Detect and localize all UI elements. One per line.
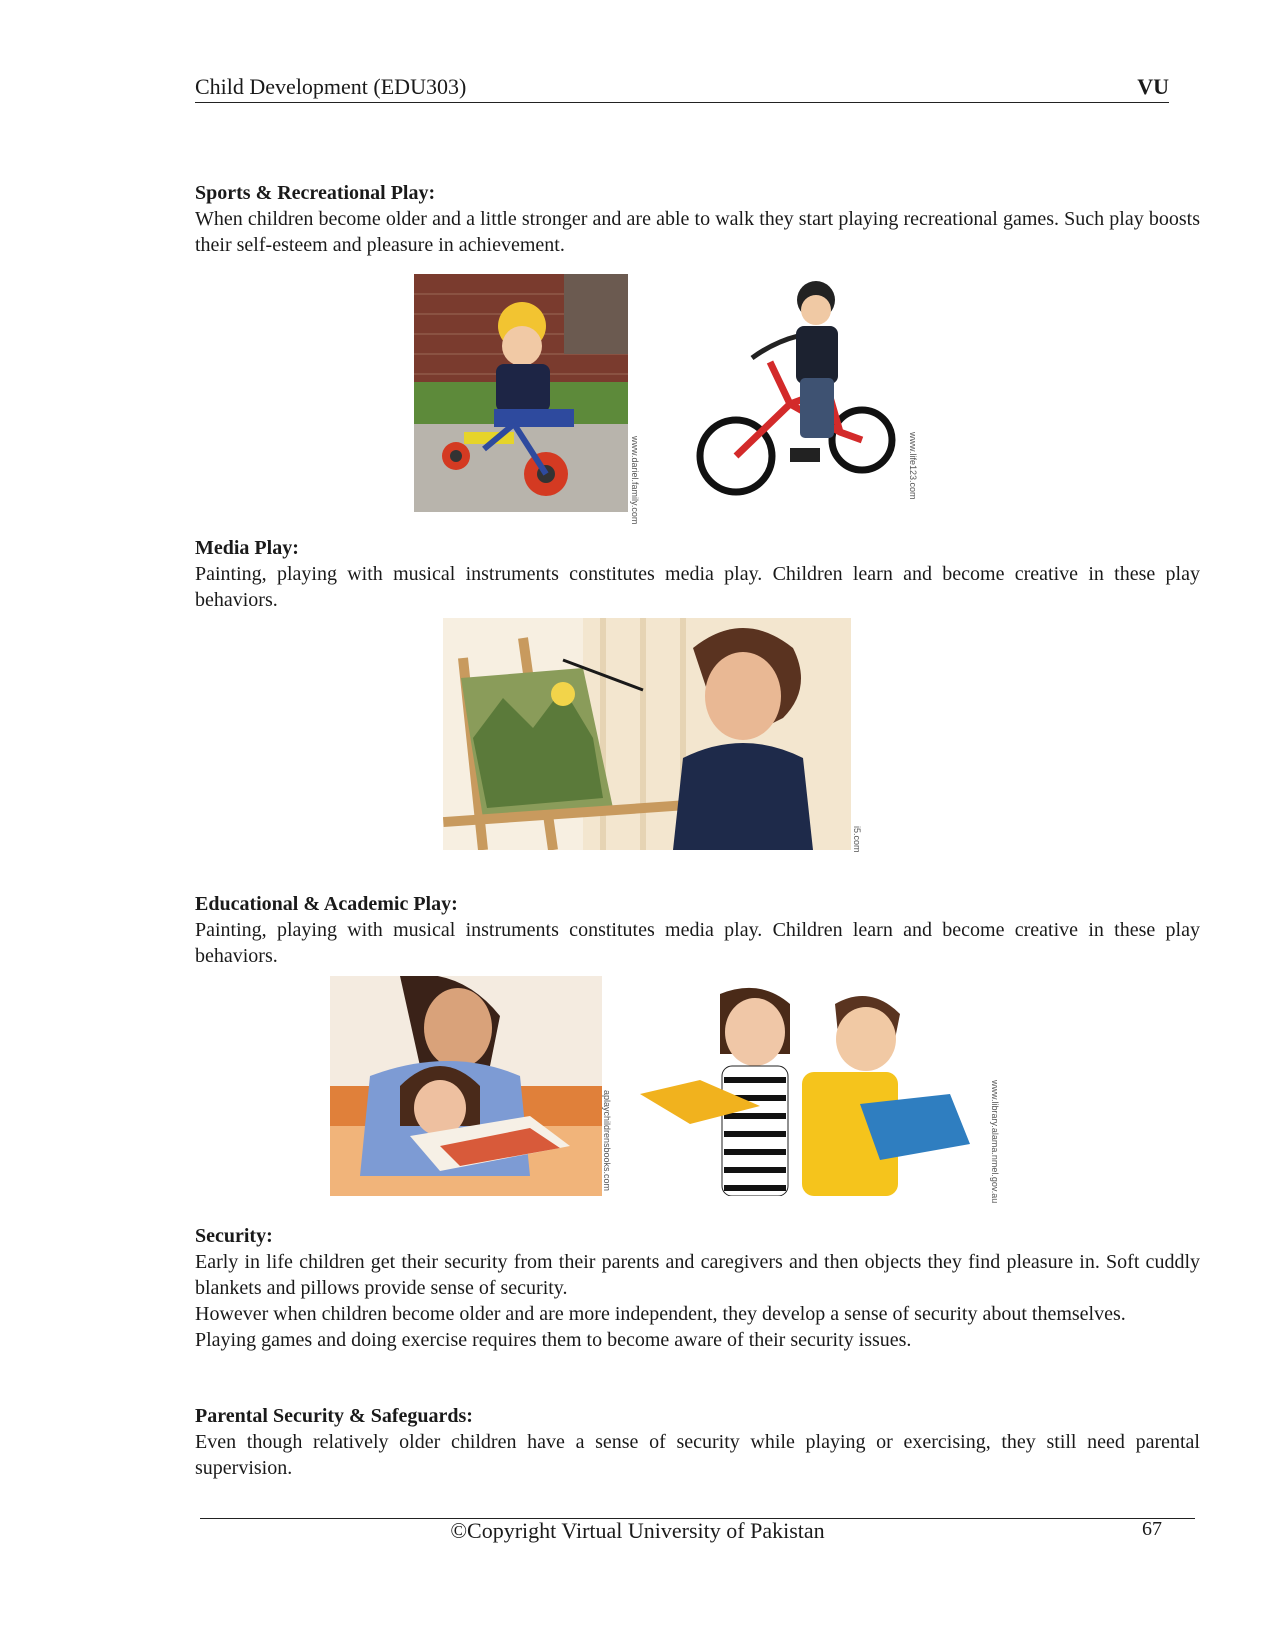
section-body: Early in life children get their security from their parents and caregivers and then objects they find pleasure in. Soft cuddly blankets and pillows provide sense of security. <box>195 1251 1200 1299</box>
kids-reading-photo <box>630 984 990 1196</box>
section-body: Painting, playing with musical instruments constitutes media play. Children learn and become creative in these play behaviors. <box>195 563 1200 611</box>
page-number: 67 <box>1142 1518 1162 1540</box>
bicycle-photo <box>690 280 900 512</box>
image-watermark: www.library.alama.nmel.gov.au <box>990 1080 1000 1204</box>
section-body: When children become older and a little stronger and are able to walk they start playing recreational games. Such play boosts their self-esteem and pleasure in achievement. <box>195 208 1200 256</box>
section-sports <box>195 180 1200 258</box>
section-educational <box>195 891 1200 969</box>
course-title: Child Development (EDU303) <box>195 74 467 99</box>
section-body: Playing games and doing exercise requires them to become aware of their security issues. <box>195 1329 912 1351</box>
section-heading: Parental Security & Safeguards: <box>195 1405 473 1427</box>
section-body: Painting, playing with musical instruments constitutes media play. Children learn and become creative in these play behaviors. <box>195 919 1200 967</box>
section-body: However when children become older and are more independent, they develop a sense of security about themselves. <box>195 1303 1126 1325</box>
section-heading: Media Play: <box>195 537 299 559</box>
section-media <box>195 535 1200 613</box>
section-security <box>195 1223 1200 1353</box>
image-watermark: i5.com <box>852 826 862 853</box>
copyright-text: ©Copyright Virtual University of Pakistan <box>450 1518 825 1543</box>
image-watermark: www.life123.com <box>908 432 918 500</box>
section-body: Even though relatively older children have a sense of security while playing or exercising, they still need parental supervision. <box>195 1431 1200 1479</box>
painting-girl-photo <box>443 618 851 850</box>
image-watermark: www.dariel.family.com <box>630 436 640 525</box>
image-watermark: aplaychildrensbooks.com <box>602 1090 612 1192</box>
section-heading: Security: <box>195 1225 273 1247</box>
mother-reading-photo <box>330 976 602 1196</box>
page-header <box>195 74 1169 103</box>
section-parental <box>195 1403 1200 1481</box>
institution-label: VU <box>1137 74 1169 99</box>
tricycle-photo <box>414 274 628 512</box>
section-heading: Sports & Recreational Play: <box>195 182 436 204</box>
section-heading: Educational & Academic Play: <box>195 893 458 915</box>
